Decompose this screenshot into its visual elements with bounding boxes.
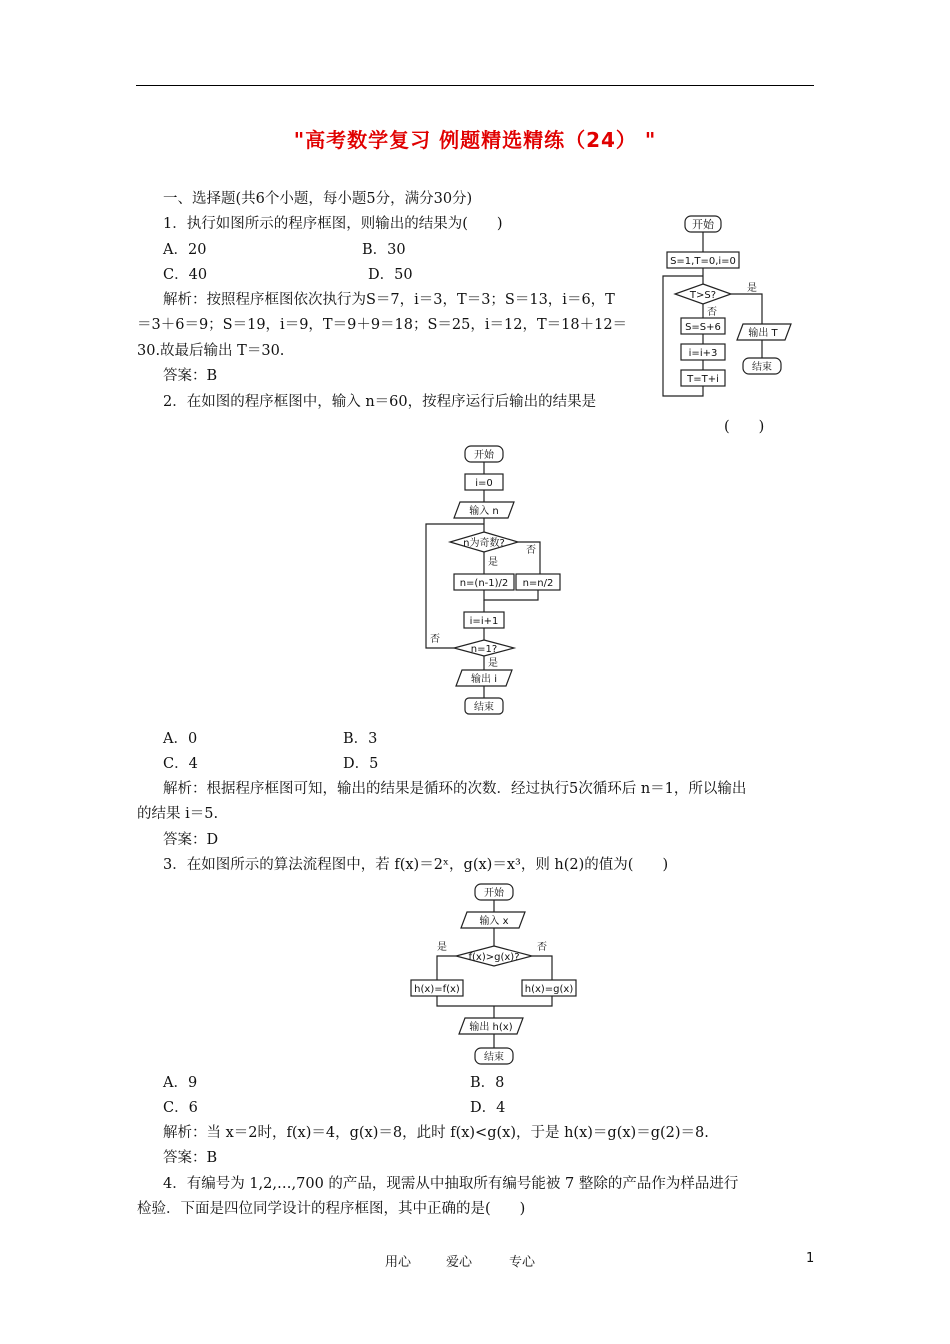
fc1-step2-text: i=i+3 bbox=[688, 348, 718, 359]
q4-stem-line2: 检验．下面是四位同学设计的程序框图，其中正确的是( ) bbox=[137, 1201, 526, 1217]
fc3-output-text: 输出 h(x) bbox=[469, 1022, 513, 1033]
q3-option-b: B．8 bbox=[470, 1075, 505, 1091]
fc1-end-text: 结束 bbox=[752, 362, 772, 373]
fc1-step1-text: S=S+6 bbox=[685, 322, 721, 333]
fc2-even-branch-text: n=n/2 bbox=[522, 578, 554, 589]
q2-option-c: C．4 bbox=[163, 756, 198, 772]
q1-solution-line2: ＝3＋6＝9；S＝19，i＝9，T＝9＋9＝18；S＝25，i＝12，T＝18＋12＝ bbox=[137, 317, 628, 333]
fc3-end-text: 结束 bbox=[484, 1052, 504, 1063]
footer-text-2: 爱心 bbox=[446, 1255, 473, 1270]
fc2-start-text: 开始 bbox=[474, 450, 494, 461]
q2-answer: 答案：D bbox=[163, 832, 219, 848]
fc2-yes-label: 是 bbox=[488, 557, 498, 568]
footer-text-3: 专心 bbox=[509, 1255, 536, 1270]
q3-solution-line1: 解析：当 x＝2时，f(x)＝4，g(x)＝8，此时 f(x)<g(x)，于是 h(x)＝g(x)＝g(2)＝8. bbox=[163, 1125, 709, 1141]
fc1-yes-label: 是 bbox=[747, 283, 757, 294]
footer-text-1: 用心 bbox=[385, 1255, 412, 1270]
fc3-false-branch-text: h(x)=g(x) bbox=[524, 984, 574, 995]
fc3-condition-text: f(x)>g(x)? bbox=[468, 952, 520, 963]
q3-answer: 答案：B bbox=[163, 1150, 218, 1166]
fc1-start-text: 开始 bbox=[692, 218, 714, 231]
q2-solution-line1: 解析：根据程序框图可知，输出的结果是循环的次数．经过执行5次循环后 n＝1，所以输出 bbox=[163, 781, 747, 797]
q1-stem: 1．执行如图所示的程序框图，则输出的结果为( ) bbox=[163, 216, 503, 232]
page-number: 1 bbox=[806, 1251, 815, 1266]
q1-option-b: B．30 bbox=[362, 242, 406, 258]
q3-stem: 3．在如图所示的算法流程图中，若 f(x)＝2ˣ，g(x)＝x³，则 h(2)的值为( ) bbox=[163, 857, 669, 873]
fc1-init-text: S=1,T=0,i=0 bbox=[670, 256, 736, 267]
q2-option-d: D．5 bbox=[343, 756, 379, 772]
q3-flowchart bbox=[405, 880, 585, 1070]
q1-flowchart bbox=[655, 212, 805, 402]
fc2-no-label: 否 bbox=[526, 545, 536, 556]
fc3-start-text: 开始 bbox=[484, 888, 504, 899]
q2-flowchart bbox=[418, 442, 568, 722]
q1-solution-line1: 解析：按照程序框图依次执行为S＝7，i＝3，T＝3；S＝13，i＝6，T bbox=[163, 292, 615, 308]
header-rule bbox=[136, 85, 814, 86]
fc2-end-cond-text: n=1? bbox=[470, 644, 498, 655]
q3-option-a: A．9 bbox=[163, 1075, 198, 1091]
fc1-condition-text: T>S? bbox=[689, 290, 717, 301]
fc2-increment-text: i=i+1 bbox=[469, 616, 499, 627]
q1-option-a: A．20 bbox=[163, 242, 207, 258]
fc2-end-text: 结束 bbox=[474, 702, 494, 713]
fc3-input-text: 输入 x bbox=[479, 916, 509, 927]
q2-option-b: B．3 bbox=[343, 731, 378, 747]
fc2-no2-label: 否 bbox=[430, 634, 440, 645]
q2-stem: 2．在如图的程序框图中，输入 n＝60，按程序运行后输出的结果是 bbox=[163, 394, 597, 410]
fc2-odd-text: n为奇数? bbox=[463, 538, 505, 549]
fc2-init-text: i=0 bbox=[475, 478, 493, 489]
fc2-input-text: 输入 n bbox=[469, 506, 499, 517]
fc3-true-branch-text: h(x)=f(x) bbox=[414, 984, 460, 995]
fc1-step3-text: T=T+i bbox=[687, 374, 719, 385]
section-heading: 一、选择题(共6个小题，每小题5分，满分30分) bbox=[163, 191, 473, 207]
fc2-output-text: 输出 i bbox=[471, 674, 497, 685]
q3-option-c: C．6 bbox=[163, 1100, 198, 1116]
fc2-yes2-label: 是 bbox=[488, 658, 498, 669]
fc2-odd-branch-text: n=(n-1)/2 bbox=[459, 578, 509, 589]
q2-option-a: A．0 bbox=[163, 731, 198, 747]
q1-solution-line3: 30.故最后输出 T＝30. bbox=[137, 343, 285, 359]
q4-stem-line1: 4．有编号为 1,2,…,700 的产品，现需从中抽取所有编号能被 7 整除的产品作为样品进行 bbox=[163, 1176, 739, 1192]
q1-option-c: C．40 bbox=[163, 267, 208, 283]
q1-answer: 答案：B bbox=[163, 368, 218, 384]
q2-answer-paren: ( ) bbox=[724, 419, 765, 435]
fc3-yes-label: 是 bbox=[437, 942, 447, 953]
fc3-no-label: 否 bbox=[537, 942, 547, 953]
q1-option-d: D．50 bbox=[368, 267, 413, 283]
q3-option-d: D．4 bbox=[470, 1100, 506, 1116]
fc1-output-text: 输出 T bbox=[748, 328, 778, 339]
page-title: "高考数学复习 例题精选精练（24） " bbox=[293, 128, 657, 152]
fc1-no-label: 否 bbox=[707, 307, 717, 318]
q2-solution-line2: 的结果 i＝5. bbox=[137, 806, 219, 822]
